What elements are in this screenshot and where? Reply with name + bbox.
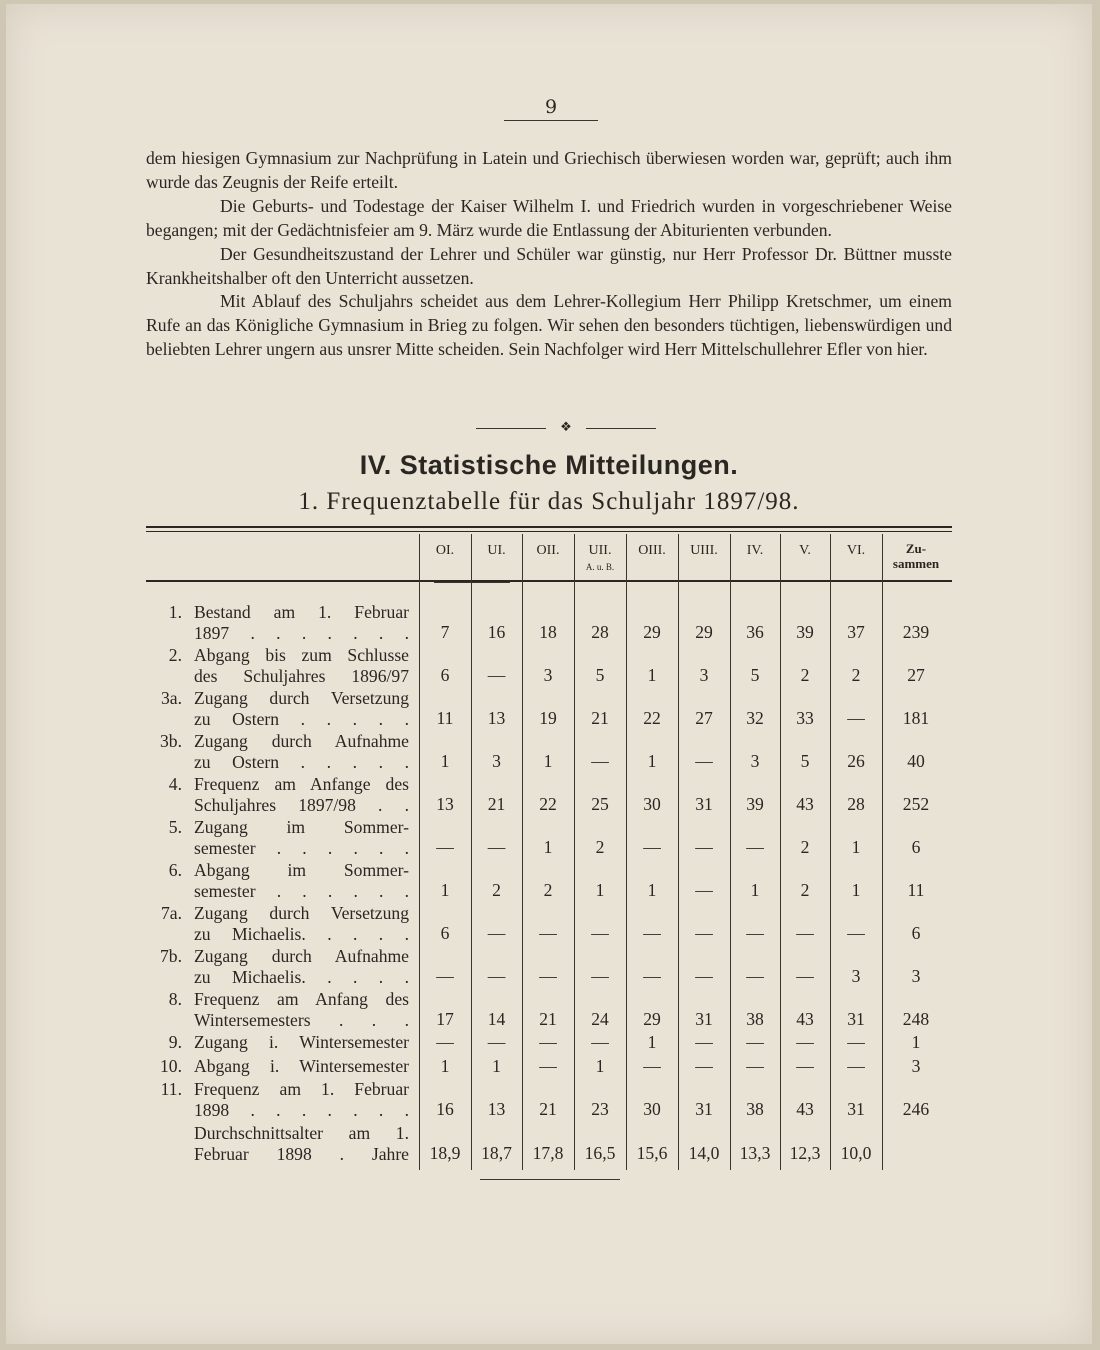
table-cell: 1 [647, 1032, 657, 1052]
table-cell: — [796, 966, 814, 986]
table-cell: 30 [643, 794, 661, 814]
table-cell: 1 [595, 1056, 605, 1076]
table-cell: 5 [800, 751, 810, 771]
table-cell: — [436, 1032, 454, 1052]
table-cell: — [643, 837, 661, 857]
table-cell: 3 [699, 665, 709, 685]
row-number: 1. [168, 602, 182, 622]
table-cell: 7 [440, 622, 450, 642]
table-cell: — [487, 923, 506, 943]
row-number: 11. [160, 1079, 182, 1099]
table-cell: 15,6 [636, 1143, 668, 1163]
table-row-label [146, 946, 412, 987]
row-number: 3a. [160, 688, 182, 708]
table-row-label [146, 1123, 412, 1164]
table-cell: — [643, 966, 661, 986]
paragraph: Der Gesundheitszustand der Lehrer und Schüler war günstig, nur Herr Professor Dr. Büttner musste Krankheitshalber oft den Unterricht aussetzen. [146, 243, 952, 288]
total-column-header [882, 541, 950, 577]
table-cell: 21 [487, 794, 506, 814]
table-cell: — [746, 966, 764, 986]
total-cell: 1 [911, 1032, 921, 1052]
table-cell: 43 [796, 794, 814, 814]
table-cell: 2 [595, 837, 605, 857]
column-header [626, 542, 678, 578]
table-cell: 13,3 [739, 1143, 771, 1163]
column-header [574, 542, 626, 578]
table-cell: — [695, 966, 713, 986]
total-cell: 3 [911, 966, 921, 986]
total-cell: 3 [911, 1056, 921, 1076]
column-header-label: UII. [588, 543, 612, 558]
table-cell: — [487, 1032, 506, 1052]
row-label-text: Bestand am 1. Februar 1897 . . . . . . . [194, 602, 409, 643]
table-cell: 38 [746, 1009, 764, 1029]
table-cell: 23 [591, 1099, 609, 1119]
row-label-text: Durchschnittsalter am 1. Februar 1898 . Jahre [194, 1123, 409, 1164]
table-cell: 22 [643, 708, 661, 728]
table-row-label [146, 903, 412, 944]
table-cell: 37 [847, 622, 865, 642]
table-cell: 31 [847, 1099, 865, 1119]
table-cell: 17 [436, 1009, 454, 1029]
table-cell: 18,9 [429, 1143, 461, 1163]
total-cell: 27 [907, 665, 925, 685]
table-cell: 1 [647, 665, 657, 685]
table-cell: 39 [746, 794, 764, 814]
table-top-rule [146, 531, 952, 532]
table-cell: 18,7 [481, 1143, 512, 1163]
table-cell: 29 [643, 1009, 661, 1029]
table-cell: — [695, 880, 713, 900]
paragraph: dem hiesigen Gymnasium zur Nachprüfung in Latein und Griechisch überwiesen worden war, geprüft; auch ihm wurde das Zeugnis der Reife erteilt. [146, 148, 952, 192]
row-label-text: Zugang i. Wintersemester [194, 1032, 409, 1052]
table-cell: 31 [695, 1099, 713, 1119]
table-cell: — [746, 923, 764, 943]
table-cell: 13 [487, 708, 506, 728]
table-cell: 1 [440, 1056, 450, 1076]
row-number: 2. [168, 645, 182, 665]
table-cell: — [796, 923, 814, 943]
table-cell: 38 [746, 1099, 764, 1119]
column-header-label: OII. [536, 543, 560, 558]
table-cell: 21 [591, 708, 609, 728]
table-cell: 2 [800, 837, 810, 857]
table-cell: — [847, 1056, 865, 1076]
subsection-title: 1. Frequenztabelle für das Schuljahr 1897/98. [298, 488, 800, 515]
table-cell: 18 [539, 622, 557, 642]
column-header [830, 542, 882, 578]
column-header-label: IV. [746, 543, 764, 558]
section-divider-ornament: ❖ [476, 420, 656, 436]
column-header-label: UIII. [690, 543, 718, 558]
table-cell: 29 [695, 622, 713, 642]
total-cell: 11 [907, 880, 925, 900]
table-row-label [146, 817, 412, 858]
table-row-label [146, 1079, 412, 1120]
table-cell: 1 [851, 880, 861, 900]
column-header-label: V. [799, 543, 811, 558]
table-cell: 1 [440, 880, 450, 900]
table-cell: 26 [847, 751, 865, 771]
total-cell: 252 [902, 794, 930, 814]
table-cell: — [695, 837, 713, 857]
table-cell: — [847, 923, 865, 943]
page-number: 9 [504, 96, 598, 121]
column-header [730, 542, 780, 578]
table-cell: 43 [796, 1009, 814, 1029]
table-cell: — [591, 1032, 609, 1052]
table-cell: 12,3 [789, 1143, 821, 1163]
total-cell: 40 [907, 751, 925, 771]
table-cell: 5 [750, 665, 760, 685]
total-header-line: sammen [892, 556, 940, 571]
table-cell: 31 [695, 1009, 713, 1029]
table-cell: 43 [796, 1099, 814, 1119]
end-rule [480, 1179, 620, 1180]
table-cell: 28 [847, 794, 865, 814]
row-number: 10. [160, 1056, 182, 1076]
row-label-text: Abgang i. Wintersemester [194, 1056, 409, 1076]
row-label-text: Frequenz am 1. Februar 1898 . . . . . . . [194, 1079, 409, 1120]
table-row-label [146, 989, 412, 1030]
table-cell: — [847, 708, 865, 728]
table-row-label [146, 731, 412, 772]
table-cell: 1 [543, 751, 553, 771]
total-cell: 181 [902, 708, 930, 728]
table-cell: 2 [492, 880, 501, 900]
row-label-text: Zugang im Sommer- semester . . . . . . [194, 817, 409, 858]
table-row-label [146, 774, 412, 815]
table-cell: 25 [591, 794, 609, 814]
total-cell: 6 [911, 923, 921, 943]
table-cell: — [539, 1056, 557, 1076]
table-cell: 11 [436, 708, 454, 728]
table-cell: — [847, 1032, 865, 1052]
table-cell: 19 [539, 708, 557, 728]
table-cell: — [591, 923, 609, 943]
table-row-label [146, 602, 412, 643]
column-header-label: VI. [846, 543, 866, 558]
table-cell: 1 [543, 837, 553, 857]
row-number: 3b. [160, 731, 182, 751]
table-cell: 3 [750, 751, 760, 771]
table-row-label [146, 645, 412, 686]
table-cell: 1 [647, 880, 657, 900]
column-header-label: OI. [435, 543, 455, 558]
table-cell: 1 [440, 751, 450, 771]
row-label-text: Zugang durch Aufnahme zu Ostern . . . . . [194, 731, 409, 772]
table-cell: 29 [643, 622, 661, 642]
table-cell: 1 [750, 880, 760, 900]
table-cell: 2 [851, 665, 861, 685]
total-cell: 246 [902, 1099, 930, 1119]
table-cell: — [539, 923, 557, 943]
total-cell: 239 [902, 622, 930, 642]
table-row-label [146, 1056, 412, 1076]
column-header-label: UI. [487, 543, 506, 558]
table-cell: — [487, 966, 506, 986]
row-label-text: Zugang durch Versetzung zu Michaelis. . . . . [194, 903, 409, 944]
table-cell: 6 [440, 665, 450, 685]
table-cell: — [746, 1032, 764, 1052]
column-header [678, 542, 730, 578]
column-header [780, 542, 830, 578]
table-cell: — [695, 1056, 713, 1076]
table-cell: — [695, 1032, 713, 1052]
table-cell: 14 [487, 1009, 506, 1029]
row-number: 7b. [160, 946, 182, 966]
row-label-text: Frequenz am Anfange des Schuljahres 1897/98 . . [194, 774, 409, 815]
header-bottom-rule [146, 580, 952, 582]
table-cell: 27 [695, 708, 713, 728]
total-cell: 248 [902, 1009, 930, 1029]
table-cell: 39 [796, 622, 814, 642]
table-cell: 16 [487, 622, 506, 642]
paragraph: Die Geburts- und Todestage der Kaiser Wilhelm I. und Friedrich wurden in vorgeschriebener Weise begangen; mit der Gedächtnisfeier am 9. März wurde die Entlassung der Abiturienten verbunden. [146, 195, 952, 240]
table-cell: 1 [595, 880, 605, 900]
row-number: 6. [168, 860, 182, 880]
table-cell: 3 [492, 751, 501, 771]
table-cell: 1 [492, 1056, 501, 1076]
table-cell: — [796, 1032, 814, 1052]
table-cell: 1 [851, 837, 861, 857]
total-header-line: Zu- [905, 541, 927, 556]
table-row-label [146, 688, 412, 729]
table-cell: 2 [800, 665, 810, 685]
table-cell: 21 [539, 1009, 557, 1029]
table-row-label [146, 860, 412, 901]
table-cell: 13 [487, 1099, 506, 1119]
table-cell: 10,0 [840, 1143, 872, 1163]
table-cell: 28 [591, 622, 609, 642]
column-header [419, 542, 471, 578]
table-cell: 21 [539, 1099, 557, 1119]
table-cell: — [643, 1056, 661, 1076]
row-number: 9. [168, 1032, 182, 1052]
table-cell: — [539, 1032, 557, 1052]
column-header-sublabel: A. u. B. [585, 562, 615, 572]
table-top-rule [146, 526, 952, 528]
document-page [6, 4, 1092, 1344]
row-number: 5. [168, 817, 182, 837]
table-cell: 31 [847, 1009, 865, 1029]
table-cell: — [436, 966, 454, 986]
table-cell: 14,0 [688, 1143, 720, 1163]
table-cell: 32 [746, 708, 764, 728]
table-cell: 16 [436, 1099, 454, 1119]
row-label-text: Abgang im Sommer- semester . . . . . . [194, 860, 409, 901]
row-label-text: Abgang bis zum Schlusse des Schuljahres 1896/97 [194, 645, 409, 686]
row-number: 4. [168, 774, 182, 794]
paragraph: Mit Ablauf des Schuljahrs scheidet aus dem Lehrer-Kollegium Herr Philipp Kretschmer, um einem Rufe an das Königliche Gymnasium in Brieg zu folgen. Wir sehen den besonders tüchtigen, liebenswürdigen und beliebten Lehrer ungern aus unsrer Mitte scheiden. Sein Nachfolger wird Herr Mittelschullehrer Efler von hier. [146, 291, 952, 360]
row-number: 7a. [160, 903, 182, 923]
table-cell: 6 [440, 923, 450, 943]
table-cell: 3 [543, 665, 553, 685]
row-label-text: Frequenz am Anfang des Wintersemesters . . . [194, 989, 409, 1030]
table-cell: — [436, 837, 454, 857]
table-cell: — [591, 966, 609, 986]
table-cell: 5 [595, 665, 605, 685]
column-group-brace [434, 582, 510, 591]
section-title: IV. Statistische Mitteilungen. [359, 450, 739, 480]
table-cell: — [539, 966, 557, 986]
table-cell: — [746, 1056, 764, 1076]
table-cell: — [695, 923, 713, 943]
table-cell: — [643, 923, 661, 943]
table-cell: — [746, 837, 764, 857]
table-cell: — [591, 751, 609, 771]
body-text [146, 147, 952, 362]
table-cell: 30 [643, 1099, 661, 1119]
row-label-text: Zugang durch Aufnahme zu Michaelis. . . . . [194, 946, 409, 987]
row-label-text: Zugang durch Versetzung zu Ostern . . . . . [194, 688, 409, 729]
table-cell: 36 [746, 622, 764, 642]
table-cell: — [695, 751, 713, 771]
table-cell: — [487, 665, 506, 685]
table-row-label [146, 1032, 412, 1052]
table-cell: — [796, 1056, 814, 1076]
table-cell: 17,8 [532, 1143, 564, 1163]
table-cell: 33 [796, 708, 814, 728]
table-cell: 2 [543, 880, 553, 900]
table-cell: 2 [800, 880, 810, 900]
table-cell: 3 [851, 966, 861, 986]
table-cell: — [487, 837, 506, 857]
row-number: 8. [168, 989, 182, 1009]
table-cell: 1 [647, 751, 657, 771]
table-cell: 22 [539, 794, 557, 814]
table-cell: 31 [695, 794, 713, 814]
column-header-label: OIII. [638, 543, 666, 558]
table-cell: 24 [591, 1009, 609, 1029]
table-cell: 16,5 [584, 1143, 616, 1163]
total-cell: 6 [911, 837, 921, 857]
table-cell: 13 [436, 794, 454, 814]
column-header [471, 542, 522, 578]
column-header [522, 542, 574, 578]
